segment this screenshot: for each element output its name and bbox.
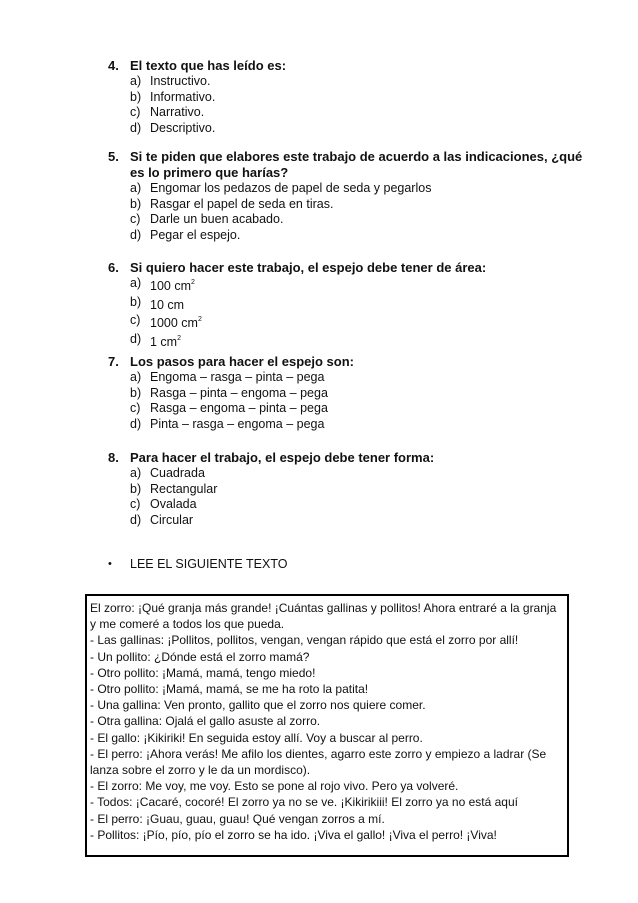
option-text bbox=[150, 401, 328, 417]
option-letter: c) bbox=[130, 401, 141, 415]
option-letter: b) bbox=[130, 481, 142, 496]
option-text bbox=[150, 74, 210, 90]
option-label: Ovalada bbox=[150, 497, 197, 511]
option-item bbox=[130, 228, 588, 244]
option-text bbox=[150, 513, 193, 529]
option-text bbox=[150, 417, 324, 433]
option-label: Pinta – rasga – engoma – pega bbox=[150, 416, 325, 431]
option-letter: d) bbox=[130, 512, 142, 527]
option-label: Rasgar el papel de seda en tiras. bbox=[150, 196, 334, 211]
superscript: 2 bbox=[177, 334, 181, 342]
option-letter: b) bbox=[130, 196, 142, 211]
option-letter: c) bbox=[130, 313, 141, 328]
option-letter: d) bbox=[130, 120, 142, 135]
question-text: El texto que has leído es: bbox=[130, 58, 287, 73]
question-heading bbox=[108, 450, 588, 466]
reading-instruction bbox=[108, 556, 287, 572]
question-5 bbox=[108, 149, 588, 243]
option-letter: d) bbox=[130, 227, 142, 242]
bullet-icon: • bbox=[108, 558, 112, 570]
story-line: - Pollitos: ¡Pío, pío, pío el zorro se ha ido. ¡Viva el gallo! ¡Viva el perro! ¡Viva! bbox=[90, 827, 497, 842]
story-line: - El perro: ¡Ahora verás! Me afilo los dientes, agarro este zorro y empiezo a ladrar (Se lanza sobre el zorro y le da un mordisco). bbox=[90, 746, 547, 778]
options-list bbox=[108, 370, 588, 432]
story-line: - El gallo: ¡Kikiriki! En seguida estoy allí. Voy a buscar al perro. bbox=[90, 730, 423, 745]
option-letter: c) bbox=[130, 497, 141, 511]
option-letter: c) bbox=[130, 212, 141, 226]
options-list bbox=[108, 276, 588, 351]
option-item bbox=[130, 105, 588, 121]
superscript: 2 bbox=[191, 279, 195, 286]
question-heading bbox=[108, 149, 588, 181]
option-item bbox=[130, 386, 588, 402]
story-line: - Todos: ¡Cacaré, cocoré! El zorro ya no se ve. ¡Kikirikiii! El zorro ya no está aquí bbox=[90, 795, 518, 810]
option-text bbox=[150, 332, 181, 351]
option-item bbox=[130, 370, 588, 386]
option-item bbox=[130, 121, 588, 137]
option-label: 100 cm bbox=[150, 279, 191, 294]
option-label: Pegar el espejo. bbox=[150, 227, 241, 242]
option-item bbox=[130, 74, 588, 90]
option-item bbox=[130, 497, 588, 513]
option-text bbox=[150, 313, 202, 332]
question-number: 5. bbox=[108, 149, 119, 164]
option-text bbox=[150, 197, 333, 213]
story-line: - Las gallinas: ¡Pollitos, pollitos, vengan, vengan rápido que está el zorro por allí! bbox=[90, 633, 519, 648]
option-item bbox=[130, 417, 588, 433]
story-line: - El zorro: Me voy, me voy. Esto se pone al rojo vivo. Pero ya volveré. bbox=[90, 779, 459, 794]
option-label: Rasga – pinta – engoma – pega bbox=[150, 385, 328, 400]
option-text bbox=[150, 121, 215, 137]
options-list bbox=[108, 74, 588, 136]
option-item bbox=[130, 90, 588, 106]
option-label: Narrativo. bbox=[150, 105, 205, 119]
question-number: 8. bbox=[108, 450, 119, 465]
option-label: 10 cm bbox=[150, 297, 185, 312]
story-line: - Otra gallina: Ojalá el gallo asuste al zorro. bbox=[90, 714, 321, 729]
option-item bbox=[130, 276, 588, 295]
question-number: 6. bbox=[108, 260, 119, 275]
question-6 bbox=[108, 260, 588, 351]
option-text bbox=[150, 212, 283, 228]
question-heading bbox=[108, 58, 588, 74]
question-text: Si quiero hacer este trabajo, el espejo debe tener de área: bbox=[130, 260, 487, 275]
option-label: Engoma – rasga – pinta – pega bbox=[150, 370, 325, 384]
story-line: - El perro: ¡Guau, guau, guau! Qué vengan zorros a mí. bbox=[90, 811, 385, 826]
options-list bbox=[108, 181, 588, 243]
question-number: 7. bbox=[108, 354, 119, 369]
question-heading bbox=[108, 354, 588, 370]
question-7 bbox=[108, 354, 588, 432]
option-text bbox=[150, 370, 324, 386]
option-label: Engomar los pedazos de papel de seda y pegarlos bbox=[150, 181, 432, 195]
option-text bbox=[150, 386, 328, 402]
options-list bbox=[108, 466, 588, 528]
option-letter: c) bbox=[130, 105, 141, 119]
question-4 bbox=[108, 58, 588, 136]
option-letter: a) bbox=[130, 370, 142, 384]
option-text bbox=[150, 497, 197, 513]
option-text bbox=[150, 181, 431, 197]
option-text bbox=[150, 90, 215, 106]
option-label: 1 cm bbox=[150, 335, 178, 350]
superscript: 2 bbox=[197, 316, 202, 324]
option-text bbox=[150, 105, 204, 121]
option-item bbox=[130, 295, 588, 314]
option-label: Cuadrada bbox=[150, 466, 205, 480]
question-number: 4. bbox=[108, 58, 119, 73]
option-letter: d) bbox=[130, 416, 142, 431]
option-item bbox=[130, 212, 588, 228]
option-label: Rasga – engoma – pinta – pega bbox=[150, 401, 328, 415]
option-text bbox=[150, 276, 195, 295]
option-label: Instructivo. bbox=[150, 74, 211, 88]
option-letter: b) bbox=[130, 294, 142, 309]
option-letter: b) bbox=[130, 385, 142, 400]
question-text: Si te piden que elabores este trabajo de acuerdo a las indicaciones, ¿qué es lo primero que harías? bbox=[130, 149, 583, 180]
option-text bbox=[150, 466, 205, 482]
story-line: - Otro pollito: ¡Mamá, mamá, se me ha roto la patita! bbox=[90, 682, 369, 697]
option-label: Rectangular bbox=[150, 481, 218, 496]
question-text: Los pasos para hacer el espejo son: bbox=[130, 354, 354, 369]
story-line: - Una gallina: Ven pronto, gallito que el zorro nos quiere comer. bbox=[90, 698, 426, 713]
option-letter: b) bbox=[130, 89, 142, 104]
question-8 bbox=[108, 450, 588, 528]
option-text bbox=[150, 482, 217, 498]
question-heading bbox=[108, 260, 588, 276]
option-item bbox=[130, 466, 588, 482]
option-label: Circular bbox=[150, 512, 194, 527]
option-item bbox=[130, 332, 588, 351]
option-item bbox=[130, 197, 588, 213]
option-text bbox=[150, 228, 240, 244]
story-line: - Otro pollito: ¡Mamá, mamá, tengo miedo! bbox=[90, 665, 316, 680]
option-letter: a) bbox=[130, 74, 142, 88]
option-label: Descriptivo. bbox=[150, 120, 216, 135]
story-line: El zorro: ¡Qué granja más grande! ¡Cuántas gallinas y pollitos! Ahora entraré a la granja y me comeré a todos los que pueda. bbox=[90, 601, 557, 632]
option-letter: a) bbox=[130, 276, 142, 290]
story-line: - Un pollito: ¿Dónde está el zorro mamá? bbox=[90, 649, 310, 664]
option-item bbox=[130, 401, 588, 417]
option-label: 1000 cm bbox=[150, 316, 198, 331]
instruction-text: LEE EL SIGUIENTE TEXTO bbox=[130, 557, 288, 571]
question-text: Para hacer el trabajo, el espejo debe tener forma: bbox=[130, 450, 435, 465]
option-letter: d) bbox=[130, 331, 142, 346]
story-text-box bbox=[85, 594, 569, 857]
option-label: Darle un buen acabado. bbox=[150, 212, 284, 226]
option-item bbox=[130, 513, 588, 529]
option-label: Informativo. bbox=[150, 89, 216, 104]
option-item bbox=[130, 181, 588, 197]
option-letter: a) bbox=[130, 181, 142, 195]
option-text bbox=[150, 295, 184, 314]
option-letter: a) bbox=[130, 466, 142, 480]
option-item bbox=[130, 313, 588, 332]
option-item bbox=[130, 482, 588, 498]
